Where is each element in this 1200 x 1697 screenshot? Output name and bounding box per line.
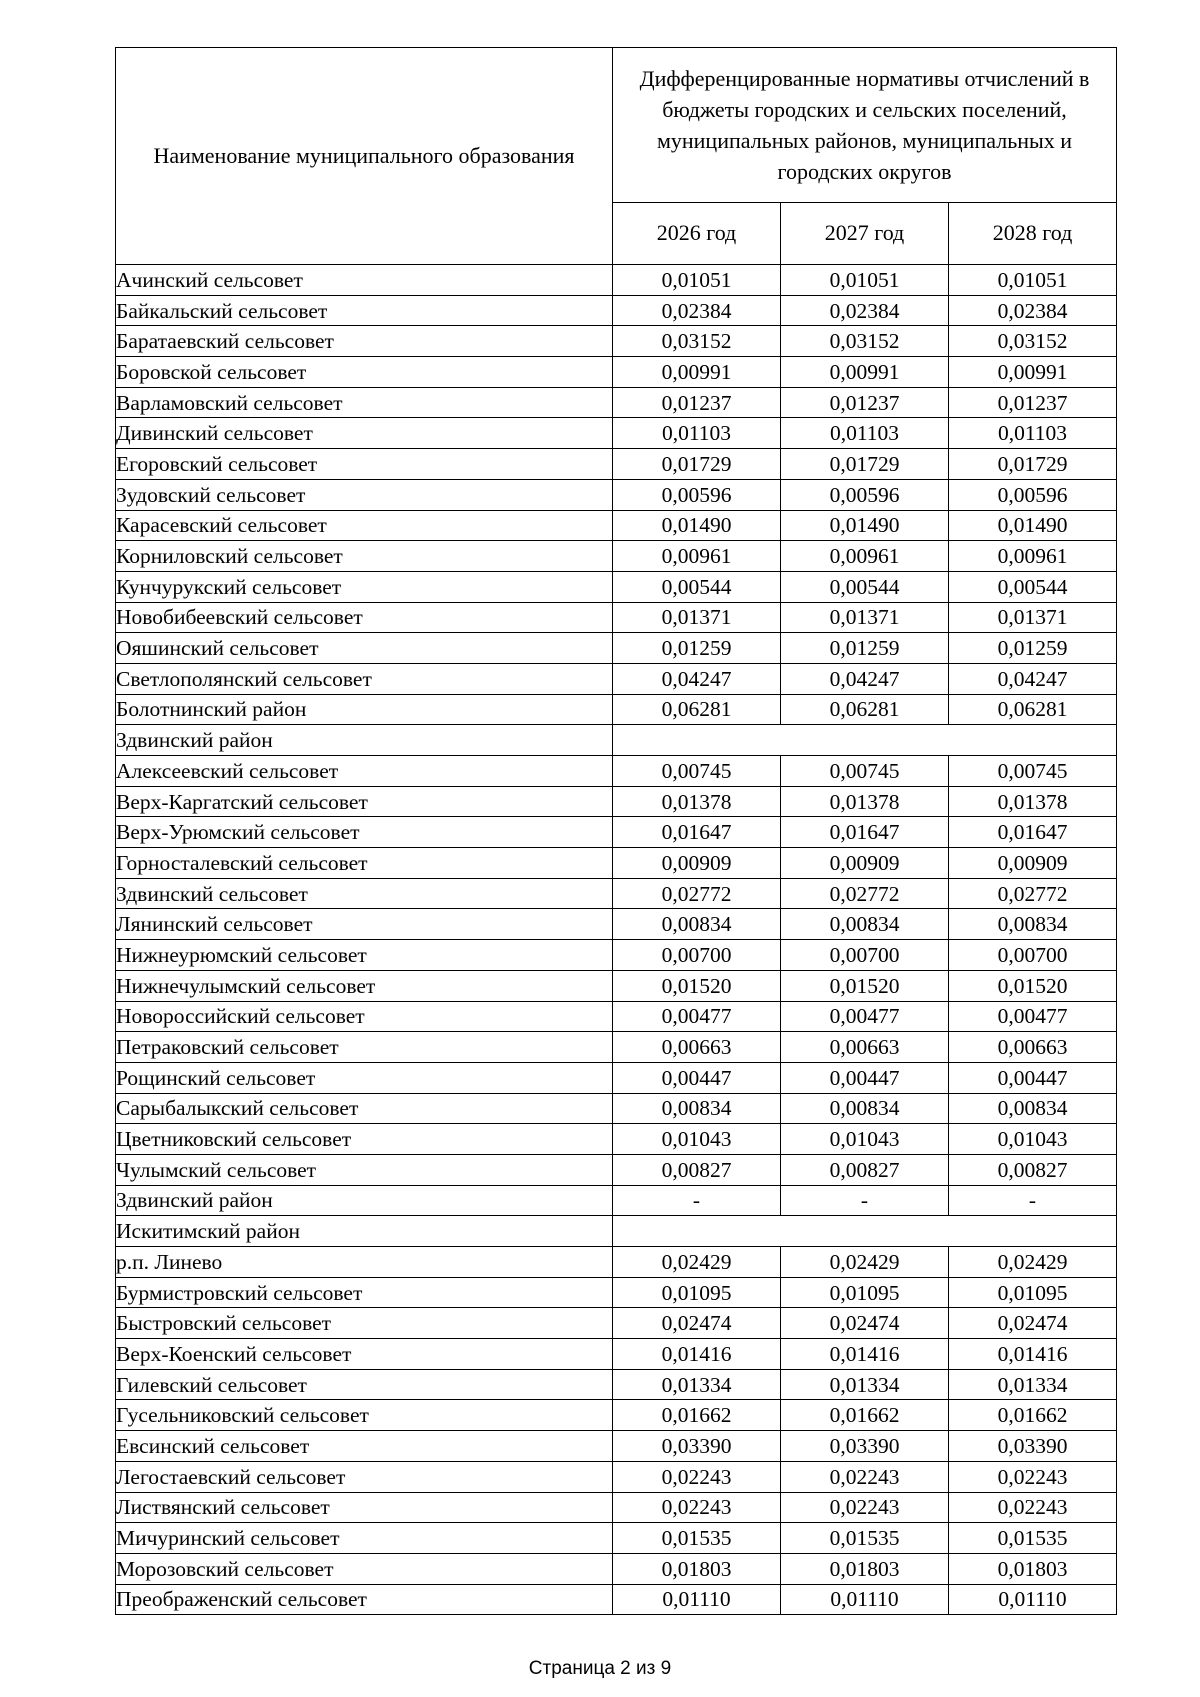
value-cell-2026: 0,06281	[613, 694, 781, 725]
value-cell-2028: 0,01334	[949, 1369, 1117, 1400]
value-cell-2028: 0,00447	[949, 1062, 1117, 1093]
value-cell-2028: 0,03152	[949, 326, 1117, 357]
value-cell-2027: 0,01729	[781, 449, 949, 480]
municipality-name: Преображенский сельсовет	[116, 1584, 613, 1615]
municipality-name: Сарыбалыкский сельсовет	[116, 1093, 613, 1124]
value-cell-2028: 0,01095	[949, 1277, 1117, 1308]
table-row	[116, 848, 1117, 879]
value-cell-2028: 0,00991	[949, 357, 1117, 388]
value-cell-2026: 0,01647	[613, 817, 781, 848]
municipality-name: Лянинский сельсовет	[116, 909, 613, 940]
value-cell-2028: 0,01647	[949, 817, 1117, 848]
value-cell-2027: 0,01490	[781, 510, 949, 541]
value-cell-2027: 0,00596	[781, 479, 949, 510]
section-header-row	[116, 1216, 1117, 1247]
table-row	[116, 817, 1117, 848]
section-title: Здвинский район	[116, 725, 613, 756]
section-empty-cell	[613, 725, 1117, 756]
value-cell-2027: 0,02772	[781, 878, 949, 909]
value-cell-2028: 0,02429	[949, 1247, 1117, 1278]
value-cell-2028: 0,01043	[949, 1124, 1117, 1155]
municipality-name: р.п. Линево	[116, 1247, 613, 1278]
value-cell-2026: 0,02243	[613, 1492, 781, 1523]
municipality-name: Верх-Каргатский сельсовет	[116, 786, 613, 817]
value-cell-2027: 0,01416	[781, 1339, 949, 1370]
value-cell-2026: 0,02772	[613, 878, 781, 909]
column-header-group: Дифференцированные нормативы отчислений в бюджеты городских и сельских поселений, муниципальных районов, муниципальных и городских округов	[613, 48, 1117, 203]
municipality-name: Мичуринский сельсовет	[116, 1523, 613, 1554]
value-cell-2028: 0,04247	[949, 663, 1117, 694]
table-row	[116, 326, 1117, 357]
value-cell-2026: 0,01103	[613, 418, 781, 449]
table-row	[116, 1553, 1117, 1584]
table-row	[116, 1431, 1117, 1462]
value-cell-2026: 0,01043	[613, 1124, 781, 1155]
value-cell-2028: 0,00827	[949, 1154, 1117, 1185]
table-row	[116, 449, 1117, 480]
value-cell-2026: 0,01110	[613, 1584, 781, 1615]
value-cell-2028: 0,02772	[949, 878, 1117, 909]
value-cell-2026: 0,00447	[613, 1062, 781, 1093]
value-cell-2028: 0,02384	[949, 295, 1117, 326]
section-header-row	[116, 725, 1117, 756]
value-cell-2027: 0,00700	[781, 940, 949, 971]
value-cell-2026: 0,01259	[613, 633, 781, 664]
municipality-name: Ачинский сельсовет	[116, 265, 613, 296]
table-row	[116, 1523, 1117, 1554]
municipality-name: Бурмистровский сельсовет	[116, 1277, 613, 1308]
table-row	[116, 1492, 1117, 1523]
municipality-name: Егоровский сельсовет	[116, 449, 613, 480]
table-row	[116, 1032, 1117, 1063]
value-cell-2026: 0,01237	[613, 387, 781, 418]
value-cell-2026: -	[613, 1185, 781, 1216]
table-row	[116, 479, 1117, 510]
table-row	[116, 1062, 1117, 1093]
municipality-name: Дивинский сельсовет	[116, 418, 613, 449]
value-cell-2028: 0,01729	[949, 449, 1117, 480]
value-cell-2028: 0,00909	[949, 848, 1117, 879]
table-row	[116, 602, 1117, 633]
value-cell-2026: 0,02384	[613, 295, 781, 326]
value-cell-2028: 0,01371	[949, 602, 1117, 633]
table-row	[116, 1400, 1117, 1431]
value-cell-2027: 0,00991	[781, 357, 949, 388]
value-cell-2028: -	[949, 1185, 1117, 1216]
table-row	[116, 970, 1117, 1001]
municipality-name: Байкальский сельсовет	[116, 295, 613, 326]
value-cell-2027: 0,00544	[781, 571, 949, 602]
value-cell-2026: 0,03152	[613, 326, 781, 357]
municipality-name: Ояшинский сельсовет	[116, 633, 613, 664]
value-cell-2026: 0,01662	[613, 1400, 781, 1431]
table-row	[116, 418, 1117, 449]
table-row	[116, 1001, 1117, 1032]
column-header-name: Наименование муниципального образования	[116, 48, 613, 265]
page-number: Страница 2 из 9	[528, 1658, 672, 1679]
municipality-name: Легостаевский сельсовет	[116, 1461, 613, 1492]
table-row	[116, 1369, 1117, 1400]
value-cell-2028: 0,01490	[949, 510, 1117, 541]
value-cell-2027: 0,00477	[781, 1001, 949, 1032]
value-cell-2027: 0,03152	[781, 326, 949, 357]
value-cell-2028: 0,02474	[949, 1308, 1117, 1339]
value-cell-2028: 0,00596	[949, 479, 1117, 510]
table-row	[116, 1185, 1117, 1216]
municipality-name: Петраковский сельсовет	[116, 1032, 613, 1063]
value-cell-2027: 0,06281	[781, 694, 949, 725]
value-cell-2028: 0,00663	[949, 1032, 1117, 1063]
municipality-name: Гусельниковский сельсовет	[116, 1400, 613, 1431]
value-cell-2027: 0,01647	[781, 817, 949, 848]
value-cell-2028: 0,03390	[949, 1431, 1117, 1462]
value-cell-2026: 0,00700	[613, 940, 781, 971]
value-cell-2026: 0,03390	[613, 1431, 781, 1462]
municipality-name: Светлополянский сельсовет	[116, 663, 613, 694]
municipality-name: Боровской сельсовет	[116, 357, 613, 388]
value-cell-2026: 0,01803	[613, 1553, 781, 1584]
municipality-name: Здвинский сельсовет	[116, 878, 613, 909]
value-cell-2026: 0,01416	[613, 1339, 781, 1370]
municipality-name: Болотнинский район	[116, 694, 613, 725]
municipality-name: Баратаевский сельсовет	[116, 326, 613, 357]
value-cell-2026: 0,00477	[613, 1001, 781, 1032]
value-cell-2027: 0,01103	[781, 418, 949, 449]
value-cell-2028: 0,01662	[949, 1400, 1117, 1431]
value-cell-2028: 0,01110	[949, 1584, 1117, 1615]
municipality-name: Морозовский сельсовет	[116, 1553, 613, 1584]
value-cell-2026: 0,00827	[613, 1154, 781, 1185]
municipality-name: Кунчурукский сельсовет	[116, 571, 613, 602]
table-row	[116, 1093, 1117, 1124]
column-header-year-2027: 2027 год	[781, 202, 949, 264]
value-cell-2027: 0,00834	[781, 1093, 949, 1124]
table-row	[116, 694, 1117, 725]
value-cell-2026: 0,01051	[613, 265, 781, 296]
value-cell-2027: 0,01043	[781, 1124, 949, 1155]
value-cell-2026: 0,00834	[613, 1093, 781, 1124]
table-row	[116, 1124, 1117, 1155]
value-cell-2027: 0,00834	[781, 909, 949, 940]
value-cell-2028: 0,01416	[949, 1339, 1117, 1370]
table-row	[116, 1461, 1117, 1492]
municipality-name: Здвинский район	[116, 1185, 613, 1216]
value-cell-2027: 0,01051	[781, 265, 949, 296]
value-cell-2027: 0,01110	[781, 1584, 949, 1615]
value-cell-2028: 0,02243	[949, 1492, 1117, 1523]
norms-table	[115, 47, 1117, 1615]
value-cell-2028: 0,00834	[949, 909, 1117, 940]
value-cell-2026: 0,01729	[613, 449, 781, 480]
value-cell-2028: 0,01520	[949, 970, 1117, 1001]
table-row	[116, 1247, 1117, 1278]
table-row	[116, 510, 1117, 541]
table-header	[116, 48, 1117, 265]
value-cell-2026: 0,04247	[613, 663, 781, 694]
value-cell-2026: 0,00961	[613, 541, 781, 572]
value-cell-2028: 0,00477	[949, 1001, 1117, 1032]
value-cell-2026: 0,01378	[613, 786, 781, 817]
municipality-name: Чулымский сельсовет	[116, 1154, 613, 1185]
value-cell-2028: 0,01259	[949, 633, 1117, 664]
municipality-name: Варламовский сельсовет	[116, 387, 613, 418]
table-row	[116, 1339, 1117, 1370]
value-cell-2026: 0,00991	[613, 357, 781, 388]
value-cell-2026: 0,00596	[613, 479, 781, 510]
municipality-name: Горносталевский сельсовет	[116, 848, 613, 879]
table-row	[116, 940, 1117, 971]
municipality-name: Рощинский сельсовет	[116, 1062, 613, 1093]
section-title: Искитимский район	[116, 1216, 613, 1247]
municipality-name: Евсинский сельсовет	[116, 1431, 613, 1462]
value-cell-2026: 0,00663	[613, 1032, 781, 1063]
value-cell-2027: 0,00745	[781, 756, 949, 787]
municipality-name: Новороссийский сельсовет	[116, 1001, 613, 1032]
table-row	[116, 571, 1117, 602]
value-cell-2026: 0,00745	[613, 756, 781, 787]
table-row	[116, 357, 1117, 388]
value-cell-2028: 0,01103	[949, 418, 1117, 449]
table-row	[116, 1277, 1117, 1308]
value-cell-2028: 0,00834	[949, 1093, 1117, 1124]
table-row	[116, 786, 1117, 817]
value-cell-2028: 0,00544	[949, 571, 1117, 602]
value-cell-2026: 0,02429	[613, 1247, 781, 1278]
municipality-name: Новобибеевский сельсовет	[116, 602, 613, 633]
table-row	[116, 295, 1117, 326]
value-cell-2026: 0,00834	[613, 909, 781, 940]
municipality-name: Верх-Урюмский сельсовет	[116, 817, 613, 848]
value-cell-2027: 0,00827	[781, 1154, 949, 1185]
value-cell-2027: 0,02243	[781, 1492, 949, 1523]
value-cell-2027: 0,02384	[781, 295, 949, 326]
value-cell-2028: 0,00700	[949, 940, 1117, 971]
value-cell-2027: 0,01237	[781, 387, 949, 418]
value-cell-2026: 0,01371	[613, 602, 781, 633]
municipality-name: Быстровский сельсовет	[116, 1308, 613, 1339]
value-cell-2028: 0,01803	[949, 1553, 1117, 1584]
value-cell-2027: 0,01520	[781, 970, 949, 1001]
municipality-name: Верх-Коенский сельсовет	[116, 1339, 613, 1370]
table-row	[116, 1154, 1117, 1185]
table-row	[116, 663, 1117, 694]
value-cell-2028: 0,00961	[949, 541, 1117, 572]
table-row	[116, 633, 1117, 664]
value-cell-2027: 0,01535	[781, 1523, 949, 1554]
municipality-name: Нижнеурюмский сельсовет	[116, 940, 613, 971]
value-cell-2026: 0,00909	[613, 848, 781, 879]
value-cell-2026: 0,01490	[613, 510, 781, 541]
municipality-name: Нижнечулымский сельсовет	[116, 970, 613, 1001]
table-row	[116, 1584, 1117, 1615]
table-row	[116, 756, 1117, 787]
municipality-name: Гилевский сельсовет	[116, 1369, 613, 1400]
value-cell-2026: 0,02474	[613, 1308, 781, 1339]
column-header-year-2026: 2026 год	[613, 202, 781, 264]
value-cell-2026: 0,01095	[613, 1277, 781, 1308]
table-body	[116, 265, 1117, 1615]
value-cell-2027: 0,01378	[781, 786, 949, 817]
value-cell-2027: 0,00909	[781, 848, 949, 879]
table-row	[116, 541, 1117, 572]
value-cell-2027: 0,01662	[781, 1400, 949, 1431]
value-cell-2027: 0,03390	[781, 1431, 949, 1462]
value-cell-2028: 0,01378	[949, 786, 1117, 817]
value-cell-2027: 0,02243	[781, 1461, 949, 1492]
value-cell-2027: 0,04247	[781, 663, 949, 694]
municipality-name: Листвянский сельсовет	[116, 1492, 613, 1523]
value-cell-2026: 0,00544	[613, 571, 781, 602]
value-cell-2027: 0,01803	[781, 1553, 949, 1584]
value-cell-2027: 0,01371	[781, 602, 949, 633]
value-cell-2028: 0,00745	[949, 756, 1117, 787]
column-header-year-2028: 2028 год	[949, 202, 1117, 264]
value-cell-2026: 0,01334	[613, 1369, 781, 1400]
table-row	[116, 265, 1117, 296]
municipality-name: Цветниковский сельсовет	[116, 1124, 613, 1155]
value-cell-2027: 0,00447	[781, 1062, 949, 1093]
value-cell-2028: 0,01535	[949, 1523, 1117, 1554]
table-row	[116, 1308, 1117, 1339]
value-cell-2028: 0,01237	[949, 387, 1117, 418]
value-cell-2028: 0,06281	[949, 694, 1117, 725]
section-empty-cell	[613, 1216, 1117, 1247]
value-cell-2027: -	[781, 1185, 949, 1216]
value-cell-2027: 0,02429	[781, 1247, 949, 1278]
value-cell-2028: 0,01051	[949, 265, 1117, 296]
municipality-name: Зудовский сельсовет	[116, 479, 613, 510]
value-cell-2026: 0,01535	[613, 1523, 781, 1554]
table-row	[116, 387, 1117, 418]
municipality-name: Карасевский сельсовет	[116, 510, 613, 541]
table-row	[116, 909, 1117, 940]
value-cell-2027: 0,01095	[781, 1277, 949, 1308]
value-cell-2026: 0,02243	[613, 1461, 781, 1492]
table-row	[116, 878, 1117, 909]
municipality-name: Корниловский сельсовет	[116, 541, 613, 572]
value-cell-2027: 0,01334	[781, 1369, 949, 1400]
value-cell-2027: 0,00663	[781, 1032, 949, 1063]
value-cell-2026: 0,01520	[613, 970, 781, 1001]
value-cell-2027: 0,02474	[781, 1308, 949, 1339]
value-cell-2027: 0,00961	[781, 541, 949, 572]
municipality-name: Алексеевский сельсовет	[116, 756, 613, 787]
value-cell-2028: 0,02243	[949, 1461, 1117, 1492]
value-cell-2027: 0,01259	[781, 633, 949, 664]
